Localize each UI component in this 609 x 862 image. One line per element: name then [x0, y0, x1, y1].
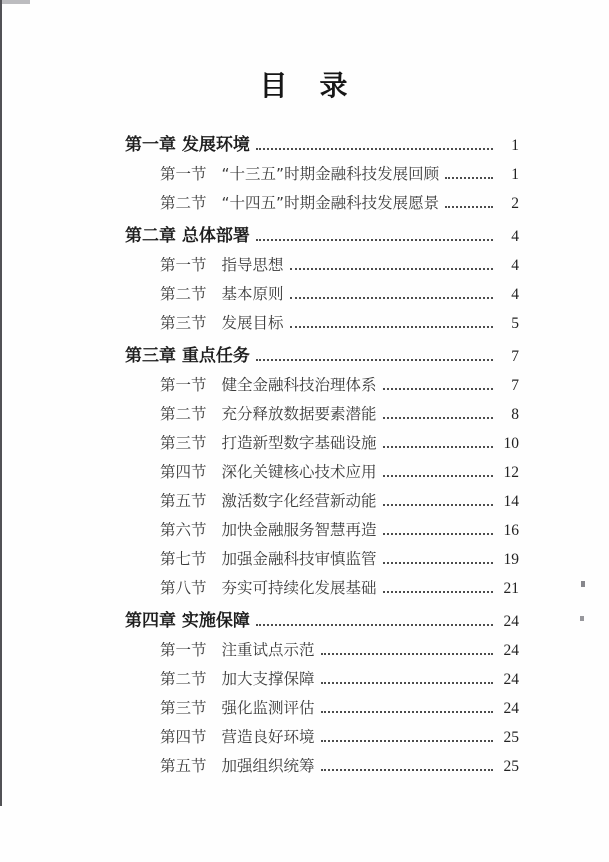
toc-chapter-row [125, 216, 519, 245]
dot-leader [383, 417, 493, 419]
dot-leader [321, 711, 493, 713]
section-title: 夯实可持续化发展基础 [221, 579, 377, 598]
toc-section-row [125, 688, 519, 717]
section-page-number: 14 [503, 493, 519, 511]
section-page-number: 19 [503, 551, 519, 569]
dot-leader [290, 326, 493, 328]
section-title: 打造新型数字基础设施 [221, 434, 377, 453]
toc-section-row [125, 154, 519, 183]
section-title: 基本原则 [221, 285, 284, 304]
section-number: 第八节 [160, 579, 207, 598]
section-number: 第二节 [160, 405, 207, 424]
section-number: 第五节 [160, 492, 207, 511]
dot-leader [383, 475, 493, 477]
section-title: 加大支撑保障 [221, 670, 315, 689]
scan-speck-artifact [580, 616, 584, 621]
toc-section-row [125, 365, 519, 394]
chapter-label: 第四章 实施保障 [125, 610, 250, 631]
section-title: 加快金融服务智慧再造 [221, 521, 377, 540]
section-title: 指导思想 [221, 256, 284, 275]
chapter-page-number: 24 [503, 613, 519, 631]
dot-leader [321, 740, 493, 742]
dot-leader [383, 446, 493, 448]
section-page-number: 5 [511, 315, 519, 333]
section-title: 深化关键核心技术应用 [221, 463, 377, 482]
toc-section-row [125, 452, 519, 481]
dot-leader [321, 769, 493, 771]
toc-section-row [125, 274, 519, 303]
chapter-label: 第三章 重点任务 [125, 345, 250, 366]
section-title: 加强组织统筹 [221, 757, 315, 776]
section-page-number: 7 [511, 377, 519, 395]
dot-leader [383, 504, 493, 506]
section-number: 第一节 [160, 641, 207, 660]
toc-section-row [125, 539, 519, 568]
section-number: 第一节 [160, 376, 207, 395]
chapter-page-number: 1 [511, 137, 519, 155]
section-page-number: 1 [511, 166, 519, 184]
section-number: 第三节 [160, 434, 207, 453]
dot-leader [256, 148, 493, 150]
toc-section-row [125, 303, 519, 332]
toc-section-row [125, 659, 519, 688]
section-title: 营造良好环境 [221, 728, 315, 747]
section-number: 第一节 [160, 256, 207, 275]
toc-section-row [125, 630, 519, 659]
dot-leader [383, 591, 493, 593]
section-page-number: 21 [503, 580, 519, 598]
section-page-number: 4 [511, 286, 519, 304]
toc-section-row [125, 183, 519, 212]
section-number: 第四节 [160, 728, 207, 747]
toc-section-row [125, 245, 519, 274]
section-title: 健全金融科技治理体系 [221, 376, 377, 395]
section-title: 注重试点示范 [221, 641, 315, 660]
section-title: 充分释放数据要素潜能 [221, 405, 377, 424]
section-title: 激活数字化经营新动能 [221, 492, 377, 511]
dot-leader [383, 562, 493, 564]
toc-chapter-row [125, 125, 519, 154]
section-title: “十四五”时期金融科技发展愿景 [221, 194, 440, 213]
toc-chapter-row [125, 601, 519, 630]
section-title: 强化监测评估 [221, 699, 315, 718]
dot-leader [290, 268, 493, 270]
section-title: 发展目标 [221, 314, 284, 333]
section-number: 第三节 [160, 699, 207, 718]
section-page-number: 24 [503, 700, 519, 718]
section-number: 第二节 [160, 194, 207, 213]
section-page-number: 2 [511, 195, 519, 213]
dot-leader [256, 359, 493, 361]
section-number: 第二节 [160, 285, 207, 304]
dot-leader [290, 297, 493, 299]
section-title: “十三五”时期金融科技发展回顾 [221, 165, 440, 184]
chapter-label: 第一章 发展环境 [125, 134, 250, 155]
dot-leader [256, 624, 493, 626]
dot-leader [321, 653, 493, 655]
section-page-number: 10 [503, 435, 519, 453]
dot-leader [256, 239, 493, 241]
dot-leader [445, 177, 493, 179]
toc-section-row [125, 423, 519, 452]
section-page-number: 25 [503, 758, 519, 776]
section-page-number: 4 [511, 257, 519, 275]
dot-leader [383, 388, 493, 390]
section-page-number: 12 [503, 464, 519, 482]
scan-edge-artifact [0, 0, 2, 806]
section-number: 第三节 [160, 314, 207, 333]
toc-chapter-row [125, 336, 519, 365]
section-page-number: 25 [503, 729, 519, 747]
section-page-number: 24 [503, 642, 519, 660]
toc-list [125, 125, 519, 775]
scan-smudge-artifact [2, 0, 30, 4]
section-number: 第六节 [160, 521, 207, 540]
section-number: 第七节 [160, 550, 207, 569]
toc-section-row [125, 394, 519, 423]
section-number: 第二节 [160, 670, 207, 689]
dot-leader [321, 682, 493, 684]
section-number: 第四节 [160, 463, 207, 482]
section-page-number: 8 [511, 406, 519, 424]
page-title: 目 录 [259, 69, 350, 102]
section-page-number: 24 [503, 671, 519, 689]
dot-leader [445, 206, 493, 208]
chapter-label: 第二章 总体部署 [125, 225, 250, 246]
chapter-page-number: 7 [511, 348, 519, 366]
section-number: 第五节 [160, 757, 207, 776]
toc-section-row [125, 568, 519, 597]
scan-speck-artifact [581, 581, 585, 587]
section-number: 第一节 [160, 165, 207, 184]
section-page-number: 16 [503, 522, 519, 540]
toc-section-row [125, 481, 519, 510]
chapter-page-number: 4 [511, 228, 519, 246]
toc-section-row [125, 510, 519, 539]
toc-section-row [125, 746, 519, 775]
toc-section-row [125, 717, 519, 746]
dot-leader [383, 533, 493, 535]
section-title: 加强金融科技审慎监管 [221, 550, 377, 569]
